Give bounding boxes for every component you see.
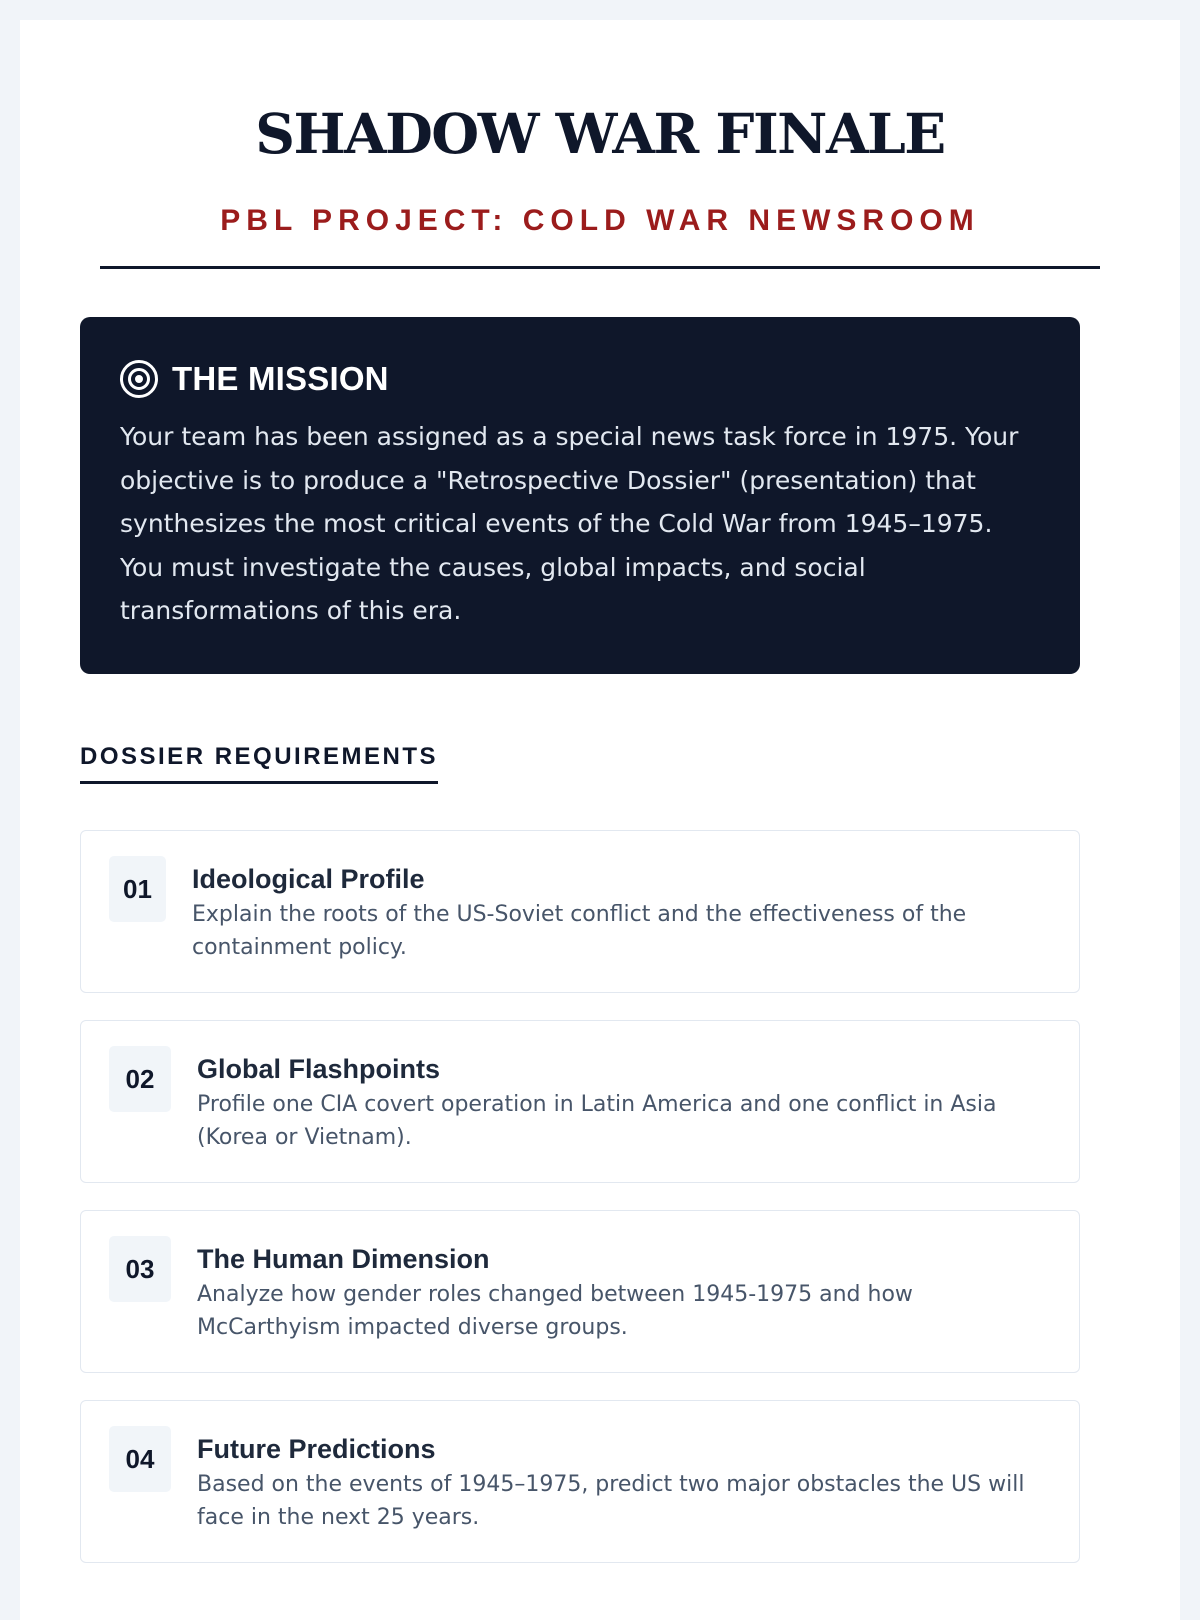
requirements-heading: DOSSIER REQUIREMENTS <box>80 743 438 784</box>
requirement-card-2 <box>80 1020 1080 1183</box>
requirement-description: Explain the roots of the US-Soviet conflict and the effectiveness of the containment policy. <box>192 902 967 960</box>
requirement-number: 03 <box>109 1236 171 1302</box>
requirement-title: The Human Dimension <box>197 1244 490 1274</box>
requirement-card-1 <box>80 830 1080 993</box>
page <box>20 20 1180 1620</box>
mission-title: THE MISSION <box>172 360 389 397</box>
header-divider <box>100 266 1100 269</box>
mission-header <box>120 357 1040 401</box>
requirement-number: 01 <box>109 856 166 922</box>
requirement-number: 04 <box>109 1426 171 1492</box>
requirement-title: Future Predictions <box>197 1434 436 1464</box>
requirement-description: Based on the events of 1945–1975, predict two major obstacles the US will face in the next 25 years. <box>197 1472 1025 1530</box>
page-subtitle: PBL PROJECT: COLD WAR NEWSROOM <box>220 204 980 237</box>
requirement-title: Ideological Profile <box>192 864 425 894</box>
requirement-card-4 <box>80 1400 1080 1563</box>
requirement-title: Global Flashpoints <box>197 1054 441 1084</box>
mission-text: Your team has been assigned as a special news task force in 1975. Your objective is to produce a "Retrospective Dossier" (presentation) that synthesizes the most critical events of the Cold War from 1945–1975. You must investigate the causes, global impacts, and social transformations of this era. <box>120 422 1019 625</box>
page-title: SHADOW WAR FINALE <box>255 101 945 166</box>
requirement-number: 02 <box>109 1046 171 1112</box>
requirement-description: Profile one CIA covert operation in Latin America and one conflict in Asia (Korea or Vietnam). <box>197 1092 997 1150</box>
mission-panel <box>80 317 1080 674</box>
requirement-description: Analyze how gender roles changed between 1945-1975 and how McCarthyism impacted diverse groups. <box>197 1282 913 1340</box>
requirement-card-3 <box>80 1210 1080 1373</box>
target-icon <box>120 360 158 398</box>
